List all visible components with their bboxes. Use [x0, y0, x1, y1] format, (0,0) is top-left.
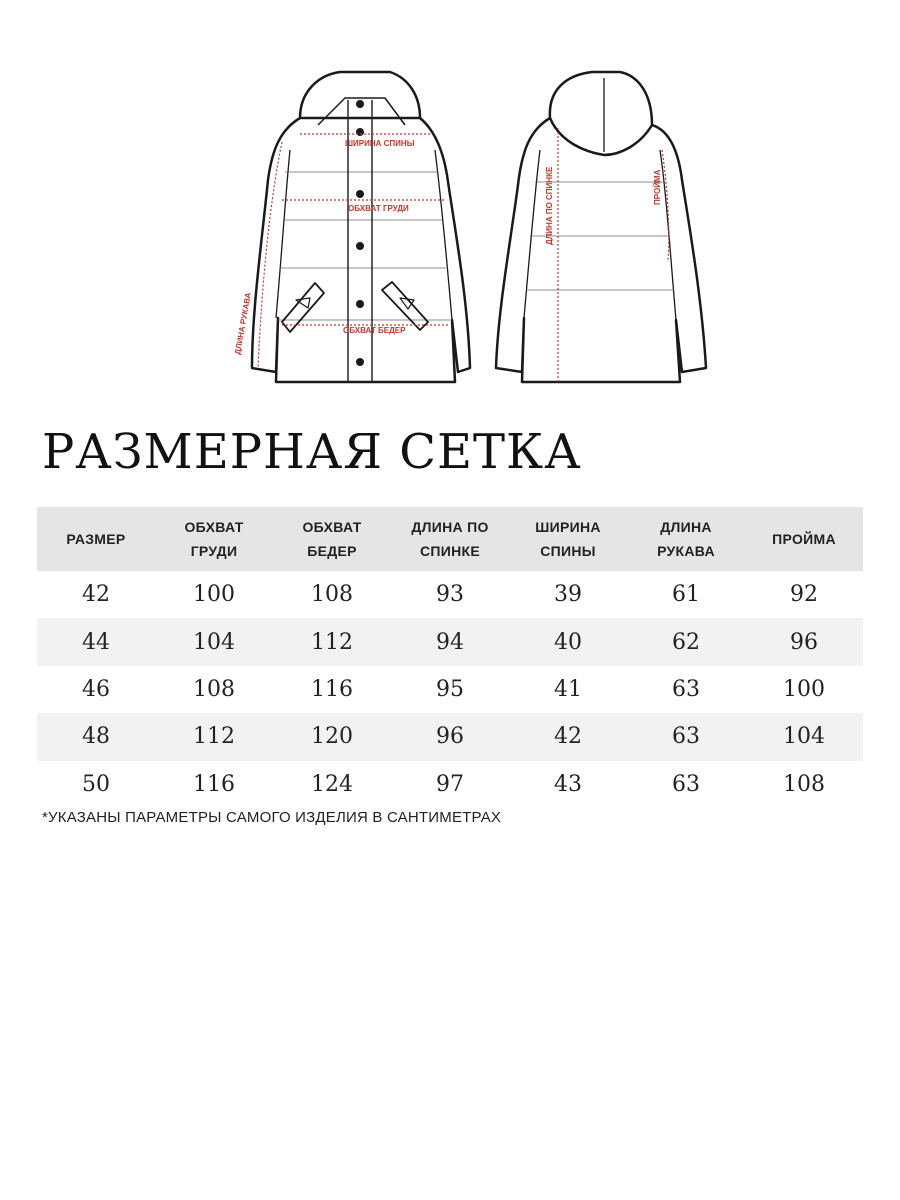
table-header-row — [37, 507, 863, 571]
label-back-length: ДЛИНА ПО СПИНКЕ — [545, 166, 554, 245]
label-hips: ОБХВАТ БЕДЕР — [343, 326, 406, 335]
cell-chest: 116 — [193, 771, 235, 797]
cell-chest: 108 — [193, 676, 235, 702]
page-title: РАЗМЕРНАЯ СЕТКА — [42, 424, 582, 480]
back-measure-lines — [558, 128, 669, 382]
cell-sleeve-length: 62 — [627, 618, 745, 665]
cell-armhole: 92 — [790, 582, 818, 608]
table-row — [37, 618, 863, 665]
cell-size: 46 — [82, 676, 110, 702]
jacket-illustration — [0, 0, 900, 400]
label-sleeve: ДЛИНА РУКАВА — [233, 291, 253, 356]
cell-back-width: 39 — [554, 582, 582, 608]
cell-armhole: 104 — [745, 713, 863, 760]
cell-size: 42 — [82, 582, 110, 608]
cell-back-length: 95 — [436, 676, 464, 702]
label-chest: ОБХВАТ ГРУДИ — [348, 204, 409, 213]
cell-back-length: 94 — [391, 618, 509, 665]
cell-size: 50 — [82, 771, 110, 797]
cell-hips: 124 — [311, 771, 353, 797]
cell-hips: 116 — [311, 676, 353, 702]
cell-sleeve-length: 63 — [672, 771, 700, 797]
header-back-width: ШИРИНА СПИНЫ — [509, 507, 627, 571]
header-size: РАЗМЕР — [37, 507, 155, 571]
cell-sleeve-length: 63 — [672, 676, 700, 702]
cell-back-length: 97 — [436, 771, 464, 797]
table-row — [37, 761, 863, 808]
cell-chest: 112 — [155, 713, 273, 760]
cell-back-width: 43 — [554, 771, 582, 797]
cell-size: 44 — [37, 618, 155, 665]
cell-hips: 112 — [273, 618, 391, 665]
jacket-front-drawing — [252, 72, 470, 382]
cell-back-length: 93 — [436, 582, 464, 608]
cell-back-width: 40 — [509, 618, 627, 665]
cell-hips: 120 — [273, 713, 391, 760]
cell-armhole: 108 — [783, 771, 825, 797]
cell-hips: 108 — [311, 582, 353, 608]
header-sleeve-length: ДЛИНА РУКАВА — [627, 507, 745, 571]
label-armhole: ПРОЙМА — [653, 169, 662, 205]
jacket-drawings — [0, 0, 900, 400]
cell-armhole: 100 — [783, 676, 825, 702]
cell-back-width: 41 — [554, 676, 582, 702]
header-chest: ОБХВАТ ГРУДИ — [155, 507, 273, 571]
cell-size: 48 — [37, 713, 155, 760]
jacket-back-drawing — [496, 72, 706, 382]
measurement-note: *УКАЗАНЫ ПАРАМЕТРЫ САМОГО ИЗДЕЛИЯ В САНТИМЕТРАХ — [42, 809, 502, 826]
cell-sleeve-length: 61 — [672, 582, 700, 608]
header-hips: ОБХВАТ БЕДЕР — [273, 507, 391, 571]
table-row — [37, 571, 863, 618]
cell-chest: 104 — [155, 618, 273, 665]
cell-back-length: 96 — [391, 713, 509, 760]
label-back-width: ШИРИНА СПИНЫ — [345, 139, 415, 148]
table-row — [37, 666, 863, 713]
size-table — [37, 507, 863, 808]
header-armhole: ПРОЙМА — [745, 507, 863, 571]
header-back-length: ДЛИНА ПО СПИНКЕ — [391, 507, 509, 571]
cell-chest: 100 — [193, 582, 235, 608]
table-row — [37, 713, 863, 760]
cell-armhole: 96 — [745, 618, 863, 665]
cell-back-width: 42 — [509, 713, 627, 760]
cell-sleeve-length: 63 — [627, 713, 745, 760]
